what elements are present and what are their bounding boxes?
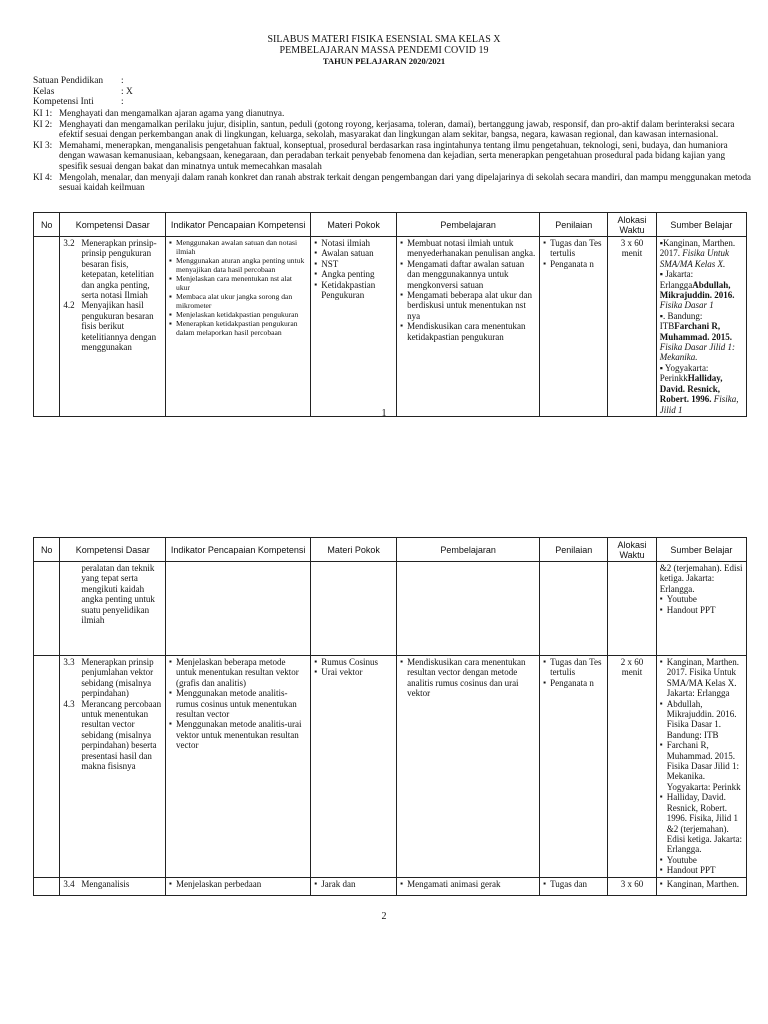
cell-penilaian <box>540 656 608 878</box>
cell-alokasi: 3 x 60 <box>608 877 656 895</box>
kd-text: Menerapkan prinsip-prinsip pengukuran besaran fisis, ketepatan, ketelitian dan angka penting, serta notasi Ilmiah <box>81 238 157 301</box>
sumber-item: ▪. Bandung: ITBFarchani R, Muhammad. 2015. Fisika Dasar Jilid 1: Mekanika. <box>659 310 735 363</box>
page-number: 1 <box>381 408 387 419</box>
pembelajaran-list <box>400 657 536 699</box>
cell-materi <box>311 237 397 417</box>
materi-item: ▪ Urai vektor <box>314 667 393 677</box>
materi-item: ▪ Notasi ilmiah <box>314 238 393 248</box>
cell-penilaian <box>540 877 608 895</box>
cell-pembelajaran <box>397 877 540 895</box>
indikator-item: ▪ Menggunakan aturan angka penting untuk menyajikan data hasil percobaan <box>169 256 307 274</box>
col-header-pembelajaran: Pembelajaran <box>397 538 540 562</box>
meta-row <box>33 97 753 108</box>
sumber-text: Jakarta: Erlangga <box>659 269 694 290</box>
materi-item: ▪ Ketidakpastian Pengukuran <box>314 280 393 301</box>
doc-year: TAHUN PELAJARAN 2020/2021 <box>322 56 446 66</box>
sumber-list <box>660 657 743 876</box>
penilaian-item: ▪ Tugas dan Tes tertulis <box>543 238 604 259</box>
indikator-item: ▪ Menggunakan awalan satuan dan notasi ilmiah <box>169 238 307 256</box>
cell-kd <box>60 237 166 417</box>
sumber-text: Fisika Dasar Jilid 1: Mekanika. <box>659 342 735 363</box>
sumber-item: ▪Kanginan, Marthen. 2017. Fisika Untuk SMA/MA Kelas X. <box>659 238 736 269</box>
indikator-list <box>169 879 307 889</box>
cell-kd <box>60 877 166 895</box>
table-row <box>34 562 747 656</box>
kd-text: Menganalisis <box>81 878 130 889</box>
col-header-indikator: Indikator Pencapaian Kompetensi <box>166 538 311 562</box>
kd-number: 4.3 <box>63 698 75 709</box>
doc-title: SILABUS MATERI FISIKA ESENSIAL SMA KELAS X <box>267 34 501 45</box>
sumber-text: Halliday, David. Resnick, Robert. 1996. <box>659 373 723 405</box>
sumber-text: Farchani R, Muhammad. 2015. <box>659 321 732 342</box>
meta-value: : <box>121 76 124 86</box>
sumber-item: ▪ Halliday, David. Resnick, Robert. 1996. Fisika, Jilid 1 &2 (terjemahan). Edisi ketiga. Jakarta: Erlangga. <box>660 792 743 854</box>
table-row <box>34 237 747 417</box>
col-header-indikator: Indikator Pencapaian Kompetensi <box>166 213 311 237</box>
col-header-sumber: Sumber Belajar <box>656 538 746 562</box>
col-header-kd: Kompetensi Dasar <box>60 213 166 237</box>
materi-list <box>314 238 393 300</box>
indikator-item: ▪ Menggunakan metode analitis-rumus cosinus untuk menentukan resultan vector <box>169 688 307 719</box>
kd-text: Menyajikan hasil pengukuran besaran fisis berikut ketelitiannya dengan menggunakan <box>81 300 157 353</box>
col-header-kd: Kompetensi Dasar <box>60 538 166 562</box>
cell-kd <box>60 656 166 878</box>
indikator-list <box>169 238 307 337</box>
pembelajaran-item: ▪ Mendiskusikan cara menentukan ketidakpastian pengukuran <box>400 321 536 342</box>
cell-pembelajaran <box>397 656 540 878</box>
cell-kd: peralatan dan teknik yang tepat serta mengikuti kaidah angka penting untuk suatu penyelidikan ilmiah <box>60 562 166 656</box>
ki-item <box>33 140 753 172</box>
materi-item: ▪ Awalan satuan <box>314 248 393 258</box>
cell-indikator <box>166 237 311 417</box>
col-header-alokasi: Alokasi Waktu <box>608 538 656 562</box>
table-header-row <box>34 213 747 237</box>
ki-text: Mengolah, menalar, dan menyaji dalam ranah konkret dan ranah abstrak terkait dengan pengembangan dari yang dipelajarinya di sekolah secara mandiri, dan mampu menggunakan metoda sesuai kaidah keilmuan <box>59 171 752 193</box>
sumber-list <box>660 594 743 615</box>
cell-sumber <box>656 877 746 895</box>
ki-text: Memahami, menerapkan, menganalisis pengetahuan faktual, konseptual, prosedural berdasarkan rasa ingintahunya tentang ilmu pengetahuan, teknologi, seni, budaya, dan humaniora dengan wawasan kemanusiaan, kebangsaan, kenegaraan, dan peradaban terkait penyebab fenomena dan kejadian, serta menerapkan pengetahuan prosedural pada bidang kajian yang spesifik sesuai dengan bakat dan minatnya untuk memecahkan masalah <box>59 139 728 171</box>
materi-item: ▪ Angka penting <box>314 269 393 279</box>
materi-item: ▪ Jarak dan <box>314 879 393 889</box>
indikator-item: ▪ Menggunakan metode analitis-urai vektor untuk menentukan resultan vector <box>169 719 307 750</box>
ki-text: Menghayati dan mengamalkan perilaku jujur, disiplin, santun, peduli (gotong royong, kerjasama, toleran, damai), bertanggung jawab, responsif, dan pro-aktif dalam berinteraksi secara efektif sesuai dengan perkembangan anak di lingkungan, keluarga, sekolah, masyarakat dan lingkungan alam sekitar, bangsa, negara, kawasan regional, dan kawasan internasional. <box>59 118 735 140</box>
col-header-materi: Materi Pokok <box>311 538 397 562</box>
kd-text: Merancang percobaan untuk menentukan resultan vector sebidang (misalnya perpindahan) beserta presentasi hasil dan makna fisisnya <box>81 698 162 772</box>
cell-penilaian <box>540 562 608 656</box>
meta-key: Kelas <box>33 86 55 97</box>
sumber-text: Fisika, Jilid 1 <box>659 394 739 415</box>
indikator-item: ▪ Menjelaskan cara menentukan nst alat ukur <box>169 274 307 292</box>
pembelajaran-list <box>400 238 536 342</box>
sumber-list <box>660 238 743 415</box>
meta-row <box>33 76 753 87</box>
cell-pembelajaran <box>397 562 540 656</box>
materi-item: ▪ NST <box>314 259 393 269</box>
ki-label: KI 2: <box>33 118 53 129</box>
penilaian-list <box>543 657 604 688</box>
sumber-item: ▪ Farchani R, Muhammad. 2015. Fisika Dasar Jilid 1: Mekanika. Yogyakarta: Perinkk <box>660 740 743 792</box>
sumber-item: ▪ Yogyakarta: PerinkkHalliday, David. Resnick, Robert. 1996. Fisika, Jilid 1 <box>659 362 739 415</box>
sumber-item: ▪ Youtube <box>660 594 743 604</box>
col-header-sumber: Sumber Belajar <box>656 213 746 237</box>
cell-materi <box>311 877 397 895</box>
pembelajaran-list <box>400 879 536 889</box>
cell-indikator <box>166 656 311 878</box>
cell-no <box>34 237 60 417</box>
cell-alokasi: 2 x 60 menit <box>608 656 656 878</box>
indikator-item: ▪ Menjelaskan perbedaan <box>169 879 307 889</box>
sumber-item: ▪ Kanginan, Marthen. 2017. Fisika Untuk SMA/MA Kelas X. Jakarta: Erlangga <box>660 657 743 699</box>
col-header-alokasi: Alokasi Waktu <box>608 213 656 237</box>
kd-item <box>63 657 162 699</box>
kd-item <box>63 879 162 889</box>
pembelajaran-item: ▪ Mengamati beberapa alat ukur dan berdiskusi untuk menentukan nst nya <box>400 290 536 321</box>
ki-item <box>33 119 753 140</box>
materi-item: ▪ Rumus Cosinus <box>314 657 393 667</box>
kd-item <box>63 238 162 300</box>
ki-item <box>33 172 753 193</box>
cell-materi <box>311 656 397 878</box>
cell-pembelajaran <box>397 237 540 417</box>
sumber-item: ▪ Abdullah, Mikrajuddin. 2016. Fisika Dasar 1. Bandung: ITB <box>660 699 743 741</box>
penilaian-item: ▪ Penganata n <box>543 259 604 269</box>
cell-alokasi <box>608 562 656 656</box>
cell-alokasi: 3 x 60 menit <box>608 237 656 417</box>
sumber-list <box>660 879 743 889</box>
pembelajaran-item: ▪ Membuat notasi ilmiah untuk menyederhanakan penulisan angka. <box>400 238 536 259</box>
cell-sumber <box>656 656 746 878</box>
indikator-item: ▪ Membaca alat ukur jangka sorong dan mikrometer <box>169 292 307 310</box>
sumber-item: ▪ Handout PPT <box>660 865 743 875</box>
kd-number: 3.2 <box>63 238 75 248</box>
meta-value: : <box>121 97 124 108</box>
indikator-item: ▪ Menjelaskan ketidakpastian pengukuran <box>169 310 307 319</box>
sumber-item: ▪ Youtube <box>660 855 743 865</box>
sumber-text: Fisika Untuk SMA/MA Kelas X. <box>659 248 729 269</box>
page-1 <box>0 0 768 430</box>
meta-value: : X <box>121 86 133 97</box>
col-header-no: No <box>34 538 60 562</box>
cell-no <box>34 562 60 656</box>
sumber-line: &2 (terjemahan). Edisi ketiga. Jakarta: Erlangga. <box>659 563 743 594</box>
cell-no <box>34 877 60 895</box>
sumber-item: ▪ Jakarta: ErlanggaAbdullah, Mikrajuddin. 2016. Fisika Dasar 1 <box>659 269 735 311</box>
penilaian-item: ▪ Penganata n <box>543 678 604 688</box>
kd-number: 3.4 <box>63 878 75 889</box>
penilaian-list <box>543 879 604 889</box>
kompetensi-inti-list <box>33 108 753 193</box>
cell-indikator <box>166 562 311 656</box>
sumber-text: Yogyakarta: Perinkk <box>659 362 709 384</box>
cell-no <box>34 656 60 878</box>
indikator-item: ▪ Menjelaskan beberapa metode untuk menentukan resultan vektor (grafis dan analitis) <box>169 657 307 688</box>
col-header-pembelajaran: Pembelajaran <box>397 213 540 237</box>
sumber-text: Abdullah, Mikrajuddin. 2016. <box>659 279 735 301</box>
ki-label: KI 3: <box>33 139 53 150</box>
meta-key: Kompetensi Inti <box>33 97 94 108</box>
materi-list <box>314 879 393 889</box>
sumber-item: ▪ Handout PPT <box>660 605 743 615</box>
cell-indikator <box>166 877 311 895</box>
penilaian-item: ▪ Tugas dan Tes tertulis <box>543 657 604 678</box>
kd-text: Menerapkan prinsip penjumlahan vektor sebidang (misalnya perpindahan) <box>81 657 154 699</box>
cell-sumber <box>656 562 746 656</box>
meta-key: Satuan Pendidikan <box>33 76 104 86</box>
cell-materi <box>311 562 397 656</box>
pembelajaran-item: ▪ Mengamati daftar awalan satuan dan menggunakannya untuk mengkonversi satuan <box>400 259 536 290</box>
kd-number: 3.3 <box>63 657 75 667</box>
sumber-item: ▪ Kanginan, Marthen. <box>660 879 743 889</box>
doc-subtitle: PEMBELAJARAN MASSA PENDEMI COVID 19 <box>279 45 489 56</box>
indikator-list <box>169 657 307 751</box>
col-header-no: No <box>34 213 60 237</box>
pembelajaran-item: ▪ Mengamati animasi gerak <box>400 879 536 889</box>
ki-text: Menghayati dan mengamalkan ajaran agama yang dianutnya. <box>59 108 285 118</box>
penilaian-item: ▪ Tugas dan <box>543 879 604 889</box>
kd-item <box>63 699 162 772</box>
syllabus-table-page1 <box>33 212 747 417</box>
ki-label: KI 4: <box>33 171 53 182</box>
col-header-penilaian: Penilaian <box>540 538 608 562</box>
meta-row <box>33 87 753 98</box>
sumber-text: . Bandung: ITB <box>659 310 703 332</box>
kd-number: 4.2 <box>63 300 75 311</box>
table-header-row <box>34 538 747 562</box>
col-header-penilaian: Penilaian <box>540 213 608 237</box>
indikator-item: ▪ Menerapkan ketidakpastian pengukuran dalam melaporkan hasil percobaan <box>169 319 307 337</box>
col-header-materi: Materi Pokok <box>311 213 397 237</box>
ki-label: KI 1: <box>33 108 53 118</box>
table-row <box>34 656 747 878</box>
meta-block <box>33 76 753 108</box>
kd-item <box>63 300 162 352</box>
ki-item <box>33 108 753 119</box>
materi-list <box>314 657 393 678</box>
page-number: 2 <box>381 911 387 922</box>
sumber-text: Kanginan, Marthen. 2017. <box>659 238 736 259</box>
cell-sumber <box>656 237 746 417</box>
syllabus-table-page2 <box>33 537 747 896</box>
cell-penilaian <box>540 237 608 417</box>
penilaian-list <box>543 238 604 269</box>
pembelajaran-item: ▪ Mendiskusikan cara menentukan resultan vector dengan metode analitis rumus cosinus dan urai vektor <box>400 657 536 699</box>
table-row <box>34 877 747 895</box>
sumber-text: Fisika Dasar 1 <box>659 300 714 311</box>
